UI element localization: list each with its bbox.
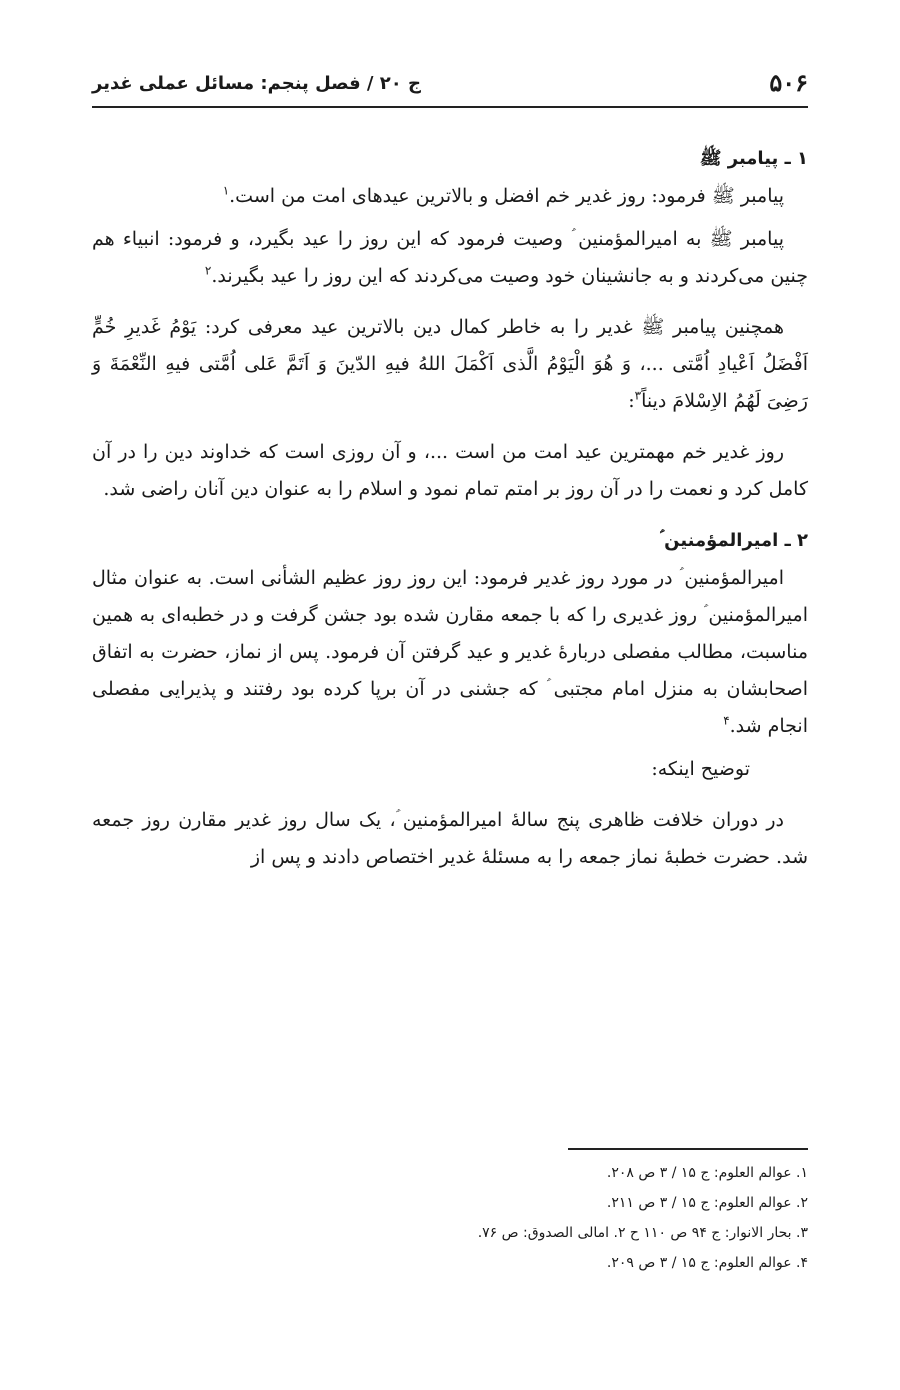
paragraph [92, 802, 808, 876]
paragraph-text: امیرالمؤمنین ؑ در مورد روز غدیر فرمود: این روز روز عظیم الشأنی است. به عنوان مثال امیرالمؤمنین ؑ روز غدیری را که با جمعه مقارن شده بود جشن گرفت و در خطبه‌ای به همین مناسبت، مطالب مفصلی دربارهٔ غدیر و عید گرفتن آن فرمود. پس از نماز، حضرت به اتفاق اصحابشان به منزل امام مجتبی ؑ که جشنی در آن برپا کرده بود رفتند و پذیرایی مفصلی انجام شد. [92, 567, 808, 737]
paragraph-text: پیامبر ﷺ فرمود: روز غدیر خم افضل و بالاترین عیدهای امت من است. [229, 185, 784, 207]
footnotes [92, 1148, 808, 1278]
book-page [92, 0, 808, 1390]
paragraph [92, 221, 808, 295]
footnote-reference[interactable]: ۴ [723, 713, 730, 728]
paragraph [92, 560, 808, 745]
footnote-item: ۲. عوالم العلوم: ج ۱۵ / ۳ ص ۲۱۱. [606, 1195, 808, 1211]
paragraph-text: روز غدیر خم مهمترین عید امت من است ...، و آن روزی است که خداوند دین را در آن کامل کرد و نعمت را در آن روز بر امتم تمام نمود و اسلام را به عنوان دین آنان راضی شد. [92, 441, 808, 500]
paragraph-translation [92, 434, 808, 508]
running-head: ج ۲۰ / فصل پنجم: مسائل عملی غدیر [92, 73, 422, 94]
section-heading-amir: ۲ ـ امیرالمؤمنین ؑ [659, 530, 808, 551]
paragraph-text: در دوران خلافت ظاهری پنج سالهٔ امیرالمؤمنین ؑ، یک سال روز غدیر مقارن روز جمعه شد. حضرت خطبهٔ نماز جمعه را به مسئلهٔ غدیر اختصاص دادند و پس از [92, 809, 808, 868]
footnote-reference[interactable]: ۱ [222, 183, 230, 198]
footnote-item: ۱. عوالم العلوم: ج ۱۵ / ۳ ص ۲۰۸. [606, 1165, 808, 1181]
paragraph-suffix: : [628, 390, 635, 412]
paragraph-text: توضیح اینکه: [651, 758, 750, 780]
footnote-item: ۳. بحار الانوار: ج ۹۴ ص ۱۱۰ ح ۲. امالی الصدوق: ص ۷۶. [477, 1225, 808, 1241]
page-header [92, 66, 808, 108]
page-number: ۵۰۶ [769, 68, 808, 97]
section-heading-prophet: ۱ ـ پیامبر ﷺ [699, 148, 808, 169]
paragraph [92, 178, 808, 215]
footnote-reference[interactable]: ۳ [634, 388, 642, 403]
body-text [92, 140, 808, 890]
footnote-reference[interactable]: ۲ [204, 263, 212, 278]
paragraph-text: همچنین پیامبر ﷺ غدیر را به خاطر کمال دین بالاترین عید معرفی کرد: يَوْمُ غَديرِ خُمٍّ اَفْضَلُ اَعْيادِ اُمَّتى ...، وَ هُوَ الْيَوْمُ الَّذى اَكْمَلَ اللهُ فيهِ الدّينَ وَ اَتَمَّ عَلى اُمَّتى فيهِ النِّعْمَةَ وَ رَضِىَ لَهُمُ الاِسْلامَ ديناً [92, 316, 808, 412]
footnote-item: ۴. عوالم العلوم: ج ۱۵ / ۳ ص ۲۰۹. [606, 1255, 808, 1271]
paragraph-hadith [92, 309, 808, 420]
footnote-divider [568, 1148, 808, 1150]
paragraph-explanation-label [92, 751, 808, 788]
paragraph-text: پیامبر ﷺ به امیرالمؤمنین ؑ وصیت فرمود که این روز را عید بگیرد، و فرمود: انبیاء هم چنین می‌کردند و به جانشینان خود وصیت می‌کردند که این روز را عید بگیرند. [92, 228, 808, 287]
